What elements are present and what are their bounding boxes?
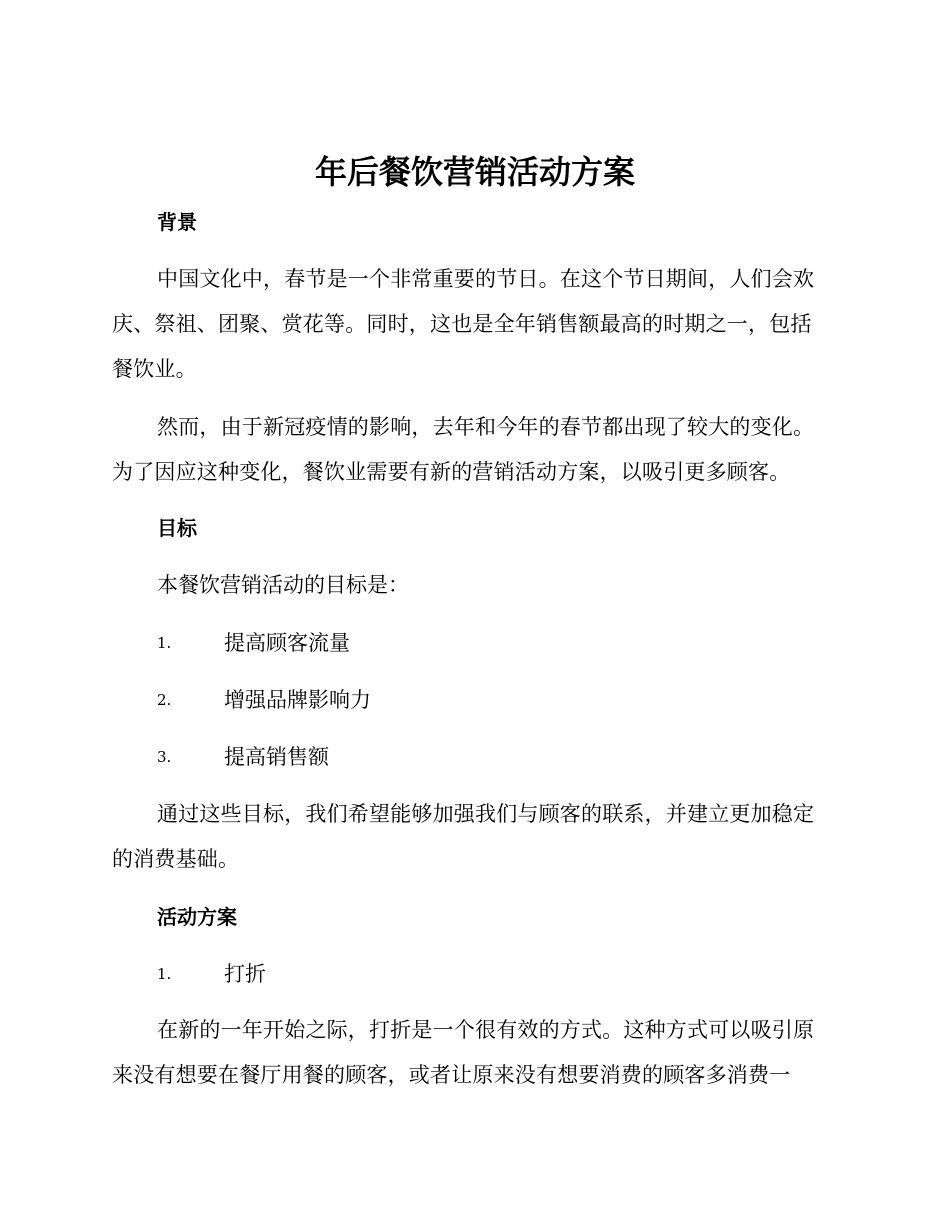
list-number: 2. (157, 691, 172, 709)
list-text: 提高顾客流量 (224, 631, 350, 655)
list-text: 提高销售额 (224, 745, 329, 769)
section-heading-plan: 活动方案 (157, 905, 237, 929)
background-paragraph-2: 然而，由于新冠疫情的影响，去年和今年的春节都出现了较大的变化。为了因应这种变化，餐饮业需要有新的营销活动方案，以吸引更多顾客。 (112, 415, 815, 484)
list-text: 增强品牌影响力 (224, 688, 371, 712)
background-paragraph-1: 中国文化中，春节是一个非常重要的节日。在这个节日期间，人们会欢庆、祭祖、团聚、赏花等。同时，这也是全年销售额最高的时期之一，包括餐饮业。 (112, 267, 815, 381)
plan-paragraph: 在新的一年开始之际，打折是一个很有效的方式。这种方式可以吸引原来没有想要在餐厅用餐的顾客，或者让原来没有想要消费的顾客多消费一 (112, 1018, 815, 1087)
list-text: 打折 (224, 962, 266, 986)
goals-intro: 本餐饮营销活动的目标是： (157, 573, 409, 597)
list-number: 1. (157, 634, 172, 652)
section-heading-background: 背景 (157, 210, 197, 234)
section-heading-goals: 目标 (157, 516, 197, 540)
list-number: 3. (157, 748, 172, 766)
document-title: 年后餐饮营销活动方案 (314, 153, 635, 191)
goals-closing-paragraph: 通过这些目标，我们希望能够加强我们与顾客的联系，并建立更加稳定的消费基础。 (112, 802, 815, 871)
list-number: 1. (157, 965, 172, 983)
